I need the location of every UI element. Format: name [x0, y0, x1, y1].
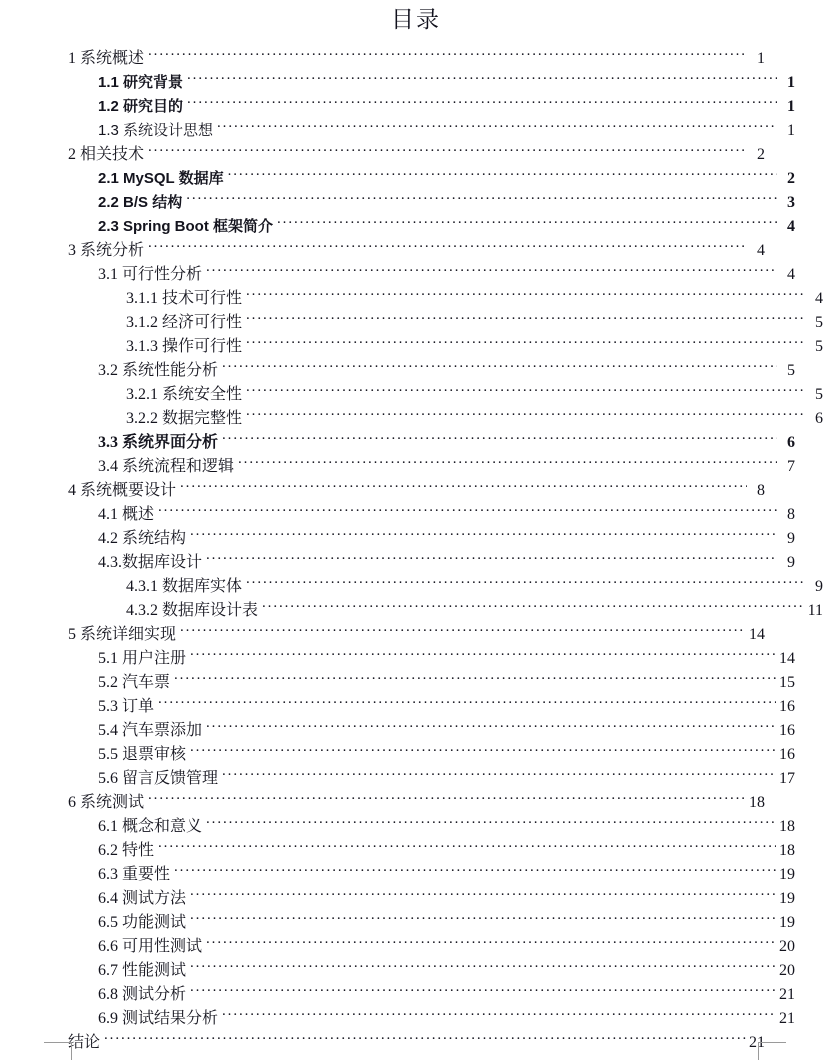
toc-entry[interactable]	[68, 71, 795, 95]
toc-leader-dots	[190, 959, 776, 975]
toc-entry-page-number: 1	[787, 122, 795, 139]
toc-entry-label: 5.6 留言反馈管理	[98, 770, 219, 787]
toc-entry-label: 5.4 汽车票添加	[98, 722, 203, 739]
toc-entry-label: 2.2 B/S 结构	[98, 194, 183, 211]
toc-entry-page-number: 8	[787, 506, 795, 523]
toc-entry-label: 结论	[68, 1034, 101, 1051]
toc-leader-dots	[180, 623, 746, 639]
table-of-contents	[68, 47, 823, 1055]
toc-leader-dots	[104, 1031, 746, 1047]
toc-entry-page-number: 5	[787, 362, 795, 379]
toc-leader-dots	[262, 599, 805, 615]
toc-entry[interactable]	[68, 911, 795, 935]
toc-entry[interactable]	[68, 503, 795, 527]
toc-entry[interactable]	[68, 767, 795, 791]
toc-entry[interactable]	[68, 47, 765, 71]
toc-entry-label: 4.3.1 数据库实体	[126, 578, 243, 595]
toc-entry[interactable]	[68, 359, 795, 383]
toc-leader-dots	[180, 479, 747, 495]
toc-entry-page-number: 5	[815, 386, 823, 403]
toc-entry-page-number: 16	[779, 698, 795, 715]
toc-entry-page-number: 1	[787, 98, 795, 115]
toc-entry[interactable]	[68, 551, 795, 575]
toc-entry[interactable]	[68, 191, 795, 215]
toc-entry[interactable]	[68, 455, 795, 479]
toc-entry-label: 2 相关技术	[68, 146, 145, 163]
toc-entry-label: 6.7 性能测试	[98, 962, 187, 979]
toc-entry-page-number: 21	[779, 986, 795, 1003]
page-title: 目录	[391, 7, 441, 32]
toc-entry-label: 1.3 系统设计思想	[98, 122, 214, 139]
toc-leader-dots	[206, 815, 776, 831]
toc-entry-label: 6 系统测试	[68, 794, 145, 811]
toc-entry-page-number: 4	[787, 266, 795, 283]
toc-leader-dots	[148, 47, 747, 63]
toc-entry-page-number: 4	[815, 290, 823, 307]
toc-leader-dots	[206, 719, 776, 735]
toc-entry-page-number: 11	[807, 602, 823, 619]
toc-entry[interactable]	[68, 815, 795, 839]
toc-entry[interactable]	[68, 527, 795, 551]
toc-entry[interactable]	[68, 983, 795, 1007]
toc-entry-page-number: 18	[779, 818, 795, 835]
toc-entry-page-number: 2	[787, 170, 795, 187]
toc-entry-page-number: 19	[779, 890, 795, 907]
toc-entry-label: 5.1 用户注册	[98, 650, 187, 667]
toc-leader-dots	[174, 671, 776, 687]
toc-entry-label: 3 系统分析	[68, 242, 145, 259]
toc-entry[interactable]	[68, 335, 823, 359]
toc-entry-page-number: 21	[779, 1010, 795, 1027]
toc-entry-page-number: 19	[779, 914, 795, 931]
toc-entry-page-number: 20	[779, 938, 795, 955]
toc-entry[interactable]	[68, 383, 823, 407]
toc-leader-dots	[246, 311, 805, 327]
toc-entry[interactable]	[68, 791, 765, 815]
toc-entry-page-number: 18	[749, 794, 765, 811]
toc-entry[interactable]	[68, 479, 765, 503]
toc-leader-dots	[222, 359, 777, 375]
toc-entry-label: 4.1 概述	[98, 506, 155, 523]
toc-entry-page-number: 9	[787, 530, 795, 547]
toc-leader-dots	[158, 695, 776, 711]
toc-leader-dots	[246, 575, 805, 591]
toc-entry-label: 5.5 退票审核	[98, 746, 187, 763]
toc-entry-label: 3.3 系统界面分析	[98, 434, 219, 451]
toc-entry-page-number: 4	[757, 242, 765, 259]
toc-entry[interactable]	[68, 671, 795, 695]
toc-entry-label: 4.3.2 数据库设计表	[126, 602, 259, 619]
toc-entry-label: 3.4 系统流程和逻辑	[98, 458, 235, 475]
toc-entry-page-number: 18	[779, 842, 795, 859]
toc-entry-page-number: 20	[779, 962, 795, 979]
page-margin-corner-bottom-left	[44, 1042, 72, 1060]
toc-entry-page-number: 8	[757, 482, 765, 499]
toc-entry-label: 3.1.2 经济可行性	[126, 314, 243, 331]
toc-entry-label: 1.1 研究背景	[98, 74, 184, 91]
toc-entry[interactable]	[68, 287, 823, 311]
toc-leader-dots	[190, 743, 776, 759]
toc-entry-label: 6.4 测试方法	[98, 890, 187, 907]
toc-entry-page-number: 14	[779, 650, 795, 667]
toc-leader-dots	[238, 455, 777, 471]
toc-entry-page-number: 2	[757, 146, 765, 163]
toc-leader-dots	[148, 791, 746, 807]
toc-leader-dots	[228, 167, 777, 183]
toc-entry-label: 1 系统概述	[68, 50, 145, 67]
toc-entry[interactable]	[68, 743, 795, 767]
toc-entry-label: 4.3.数据库设计	[98, 554, 203, 571]
toc-entry-page-number: 15	[779, 674, 795, 691]
toc-entry[interactable]	[68, 311, 823, 335]
toc-leader-dots	[246, 383, 805, 399]
toc-entry-page-number: 6	[815, 410, 823, 427]
toc-entry-label: 6.9 测试结果分析	[98, 1010, 219, 1027]
toc-entry-label: 5.2 汽车票	[98, 674, 171, 691]
toc-entry[interactable]	[68, 1007, 795, 1031]
toc-entry-page-number: 7	[787, 458, 795, 475]
toc-leader-dots	[190, 527, 777, 543]
toc-entry-page-number: 16	[779, 722, 795, 739]
toc-entry[interactable]	[68, 839, 795, 863]
toc-entry-page-number: 5	[815, 338, 823, 355]
toc-entry-page-number: 6	[787, 434, 795, 451]
toc-entry[interactable]	[68, 167, 795, 191]
toc-entry-page-number: 17	[779, 770, 795, 787]
toc-leader-dots	[190, 647, 776, 663]
toc-leader-dots	[158, 503, 777, 519]
toc-entry-page-number: 16	[779, 746, 795, 763]
toc-entry-page-number: 14	[749, 626, 765, 643]
toc-entry-page-number: 9	[815, 578, 823, 595]
toc-entry[interactable]	[68, 887, 795, 911]
toc-entry[interactable]	[68, 143, 765, 167]
toc-leader-dots	[246, 407, 805, 423]
toc-entry[interactable]	[68, 935, 795, 959]
toc-leader-dots	[246, 287, 805, 303]
toc-leader-dots	[206, 551, 777, 567]
toc-entry[interactable]	[68, 1031, 765, 1055]
toc-entry[interactable]	[68, 863, 795, 887]
toc-leader-dots	[222, 1007, 776, 1023]
toc-entry-label: 3.1.1 技术可行性	[126, 290, 243, 307]
toc-entry-label: 5 系统详细实现	[68, 626, 177, 643]
toc-leader-dots	[148, 143, 747, 159]
toc-entry-label: 2.1 MySQL 数据库	[98, 170, 224, 187]
toc-leader-dots	[187, 95, 777, 111]
toc-leader-dots	[174, 863, 776, 879]
toc-entry[interactable]	[68, 263, 795, 287]
toc-entry[interactable]	[68, 695, 795, 719]
toc-entry-page-number: 21	[749, 1034, 765, 1051]
toc-leader-dots	[206, 935, 776, 951]
toc-entry[interactable]	[68, 959, 795, 983]
page-margin-corner-bottom-right	[758, 1042, 786, 1060]
toc-entry-page-number: 1	[787, 74, 795, 91]
toc-entry-label: 3.1.3 操作可行性	[126, 338, 243, 355]
toc-entry-page-number: 19	[779, 866, 795, 883]
toc-entry[interactable]	[68, 647, 795, 671]
toc-entry-label: 6.5 功能测试	[98, 914, 187, 931]
toc-entry-label: 4 系统概要设计	[68, 482, 177, 499]
toc-entry-label: 6.8 测试分析	[98, 986, 187, 1003]
toc-leader-dots	[187, 71, 777, 87]
toc-entry-page-number: 1	[757, 50, 765, 67]
toc-entry-page-number: 4	[787, 218, 795, 235]
toc-leader-dots	[246, 335, 805, 351]
toc-leader-dots	[222, 767, 776, 783]
toc-entry[interactable]	[68, 119, 795, 143]
toc-leader-dots	[148, 239, 747, 255]
toc-entry[interactable]	[68, 575, 823, 599]
toc-entry[interactable]	[68, 719, 795, 743]
toc-entry-label: 1.2 研究目的	[98, 98, 184, 115]
toc-entry-label: 4.2 系统结构	[98, 530, 187, 547]
toc-leader-dots	[277, 215, 777, 231]
toc-entry[interactable]	[68, 239, 765, 263]
toc-entry[interactable]	[68, 95, 795, 119]
toc-entry-label: 3.2 系统性能分析	[98, 362, 219, 379]
toc-leader-dots	[190, 911, 776, 927]
toc-entry-page-number: 9	[787, 554, 795, 571]
toc-entry[interactable]	[68, 599, 823, 623]
toc-entry[interactable]	[68, 431, 795, 455]
toc-entry-label: 6.6 可用性测试	[98, 938, 203, 955]
toc-leader-dots	[190, 983, 776, 999]
toc-entry-label: 3.2.1 系统安全性	[126, 386, 243, 403]
toc-entry-label: 6.3 重要性	[98, 866, 171, 883]
toc-leader-dots	[222, 431, 777, 447]
toc-leader-dots	[186, 191, 777, 207]
toc-entry-label: 5.3 订单	[98, 698, 155, 715]
toc-entry-label: 3.2.2 数据完整性	[126, 410, 243, 427]
toc-entry-page-number: 3	[787, 194, 795, 211]
toc-entry-page-number: 5	[815, 314, 823, 331]
toc-entry-label: 2.3 Spring Boot 框架简介	[98, 218, 274, 235]
toc-entry-label: 3.1 可行性分析	[98, 266, 203, 283]
toc-leader-dots	[158, 839, 776, 855]
toc-entry-label: 6.1 概念和意义	[98, 818, 203, 835]
toc-leader-dots	[217, 119, 777, 135]
toc-entry-label: 6.2 特性	[98, 842, 155, 859]
toc-entry[interactable]	[68, 215, 795, 239]
toc-entry[interactable]	[68, 623, 765, 647]
toc-leader-dots	[206, 263, 777, 279]
toc-entry[interactable]	[68, 407, 823, 431]
toc-leader-dots	[190, 887, 776, 903]
